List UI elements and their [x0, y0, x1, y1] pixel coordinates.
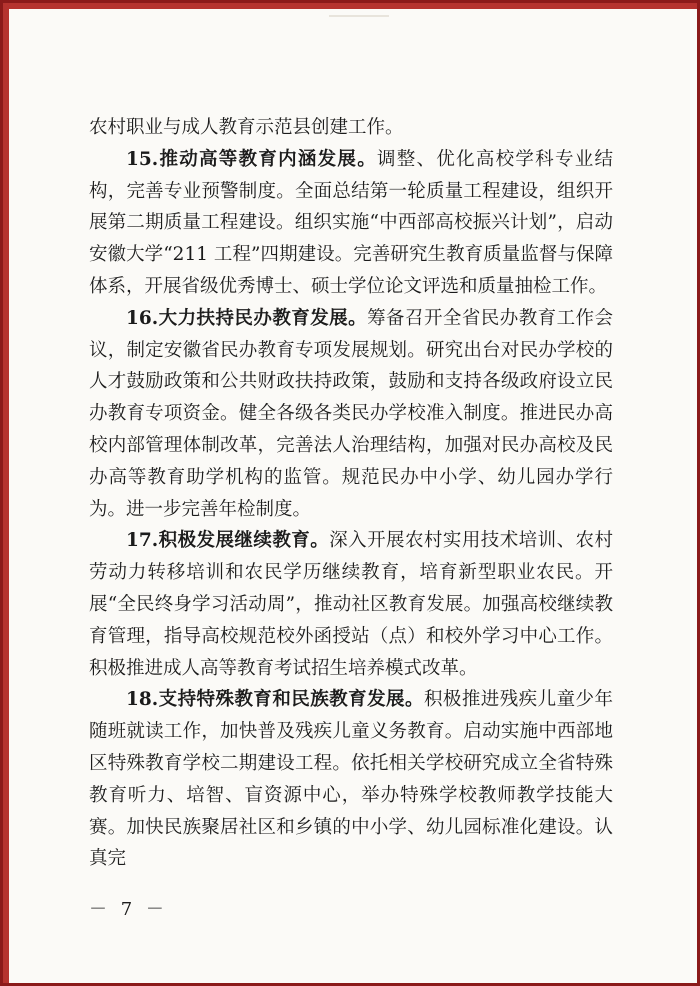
paragraph-4-body: 积极推进残疾儿童少年随班就读工作，加快普及残疾儿童义务教育。启动实施中西部地区特殊教育学校二期建设工程。依托相关学校研究成立全省特殊教育听力、培智、盲资源中心，举办特殊学校教师教学技能大赛。加快民族聚居社区和乡镇的中小学、幼儿园标准化建设。认真完 [89, 689, 613, 870]
paragraph-0-body: 农村职业与成人教育示范县创建工作。 [89, 117, 404, 138]
paragraph-3 [89, 525, 613, 684]
paragraph-2 [89, 303, 613, 526]
paragraph-1 [89, 144, 613, 303]
paragraph-4 [89, 684, 613, 875]
paragraph-1-heading: 15.推动高等教育内涵发展。 [126, 148, 377, 170]
page-number: － 7 － [89, 899, 168, 920]
paragraph-3-heading: 17.积极发展继续教育。 [126, 530, 330, 552]
top-margin-mark [329, 15, 389, 17]
paragraph-1-body: 调整、优化高校学科专业结构，完善专业预警制度。全面总结第一轮质量工程建设，组织开展第二期质量工程建设。组织实施“中西部高校振兴计划”，启动安徽大学“211 工程”四期建设。完善研究生教育质量监督与保障体系，开展省级优秀博士、硕士学位论文评选和质量抽检工作。 [89, 148, 613, 297]
document-body [89, 112, 613, 875]
paragraph-0 [89, 112, 613, 144]
paragraph-3-body: 深入开展农村实用技术培训、农村劳动力转移培训和农民学历继续教育，培育新型职业农民。开展“全民终身学习活动周”，推动社区教育发展。加强高校继续教育管理，指导高校规范校外函授站（点）和校外学习中心工作。积极推进成人高等教育考试招生培养模式改革。 [89, 530, 613, 679]
paragraph-4-heading: 18.支持特殊教育和民族教育发展。 [126, 689, 424, 711]
paragraph-2-heading: 16.大力扶持民办教育发展。 [126, 307, 368, 329]
paragraph-2-body: 筹备召开全省民办教育工作会议，制定安徽省民办教育专项发展规划。研究出台对民办学校的人才鼓励政策和公共财政扶持政策，鼓励和支持各级政府设立民办教育专项资金。健全各级各类民办学校准入制度。推进民办高校内部管理体制改革，完善法人治理结构，加强对民办高校及民办高等教育助学机构的监管。规范民办中小学、幼儿园办学行为。进一步完善年检制度。 [89, 307, 613, 520]
